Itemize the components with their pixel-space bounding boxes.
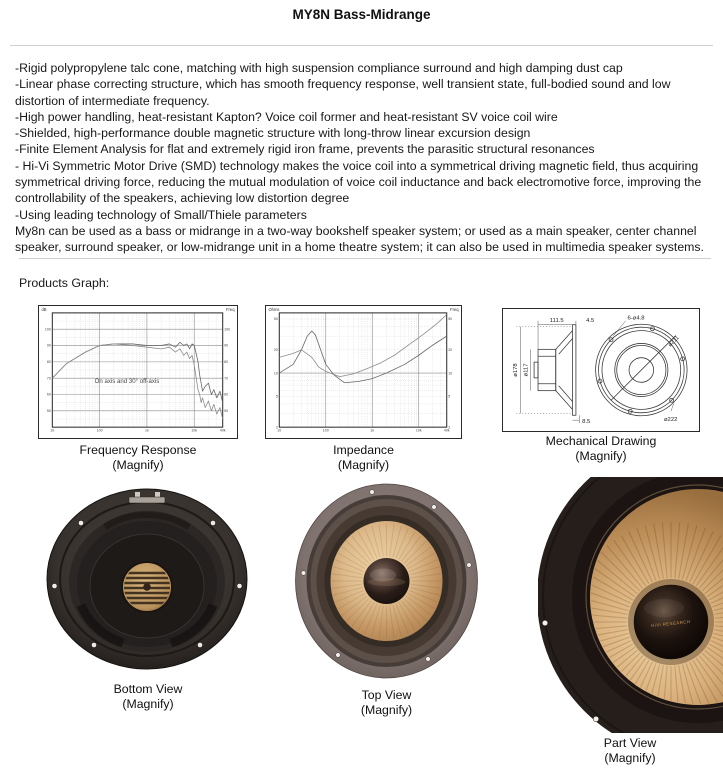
description-line: -Linear phase correcting structure, which has smooth frequency response, well transient state, full-bodied sound and low distortion of intermediate frequency. xyxy=(15,77,671,108)
description-line: -High power handling, heat-resistant Kapton? Voice coil former and heat-resistant SV voice coil wire xyxy=(15,109,558,124)
impedance-caption xyxy=(265,443,462,472)
svg-text:20: 20 xyxy=(448,347,453,352)
speaker-part-view-image xyxy=(538,477,723,733)
impedance-chart xyxy=(266,306,461,438)
svg-text:70: 70 xyxy=(46,376,51,381)
svg-text:10k: 10k xyxy=(415,428,422,433)
part-view-photo[interactable] xyxy=(538,477,723,733)
svg-text:Ohms: Ohms xyxy=(268,306,280,312)
description-line: -Shielded, high-performance double magnetic structure with long-throw linear excursion design xyxy=(15,126,531,141)
magnify-link[interactable]: (Magnify) xyxy=(360,702,413,717)
magnify-link[interactable]: (Magnify) xyxy=(337,457,390,472)
chart-annotation: On axis and 30° off-axis xyxy=(94,377,160,385)
products-graph-label: Products Graph: xyxy=(19,276,110,290)
svg-text:80: 80 xyxy=(46,360,51,365)
svg-text:40k: 40k xyxy=(219,428,226,433)
svg-text:dB: dB xyxy=(41,306,47,312)
svg-text:70: 70 xyxy=(224,376,229,381)
svg-text:100: 100 xyxy=(96,428,103,433)
svg-text:2: 2 xyxy=(275,425,278,430)
frequency-response-chart xyxy=(39,306,237,438)
mechanical-drawing xyxy=(503,309,699,431)
magnify-link[interactable]: (Magnify) xyxy=(112,457,164,472)
divider xyxy=(10,45,713,46)
dimension-lines xyxy=(516,321,673,426)
bottom-view-caption xyxy=(40,682,256,711)
bottom-view-photo[interactable] xyxy=(45,487,250,672)
dim-lip: 8.5 xyxy=(582,419,591,426)
speaker-side-view xyxy=(534,325,576,416)
svg-text:90: 90 xyxy=(224,343,229,348)
svg-text:50: 50 xyxy=(46,409,51,414)
svg-text:1k: 1k xyxy=(145,428,149,433)
svg-text:5: 5 xyxy=(275,394,278,399)
description-line: -Using leading technology of Small/Thiele parameters xyxy=(15,207,307,222)
magnify-link[interactable]: (Magnify) xyxy=(604,750,656,765)
svg-text:50: 50 xyxy=(448,317,453,322)
svg-text:60: 60 xyxy=(224,392,229,397)
mechanical-drawing-caption xyxy=(502,434,700,463)
dim-depth: 111.5 xyxy=(549,317,564,324)
figure-caption: Part View xyxy=(603,736,657,750)
dim-magnet: ø117 xyxy=(523,363,530,377)
description-line: -Rigid polypropylene talc cone, matching with high suspension compliance surround and high damping dust cap xyxy=(15,61,623,75)
svg-text:60: 60 xyxy=(46,392,51,397)
frequency-response-caption xyxy=(38,443,238,472)
figure-caption: Bottom View xyxy=(113,682,183,696)
magnify-link[interactable]: (Magnify) xyxy=(122,696,174,711)
speaker-bottom-view-image xyxy=(45,487,250,672)
figure-caption: Top View xyxy=(361,688,412,702)
svg-text:2: 2 xyxy=(448,425,451,430)
product-description xyxy=(15,60,713,256)
svg-text:Freq: Freq xyxy=(450,306,459,312)
svg-text:10k: 10k xyxy=(191,428,198,433)
svg-text:90: 90 xyxy=(46,343,51,348)
page-title: MY8N Bass-Midrange xyxy=(292,7,431,22)
svg-text:10: 10 xyxy=(448,371,453,376)
dim-basket: ø178 xyxy=(512,363,519,377)
svg-text:5: 5 xyxy=(448,394,451,399)
svg-text:50: 50 xyxy=(224,409,229,414)
top-view-caption xyxy=(291,688,482,717)
frequency-response-thumbnail[interactable] xyxy=(38,305,238,439)
svg-text:100: 100 xyxy=(44,327,51,332)
dim-flange: 4.5 xyxy=(586,317,595,324)
speaker-top-view-image xyxy=(295,483,478,679)
dome-brand-text: HiVi RESEARCH xyxy=(651,618,691,629)
part-view-caption xyxy=(530,736,723,765)
description-line: My8n can be used as a bass or midrange in a two-way bookshelf speaker system; or used as a main speaker, center channel speaker, surround speaker, or low-midrange unit in a home theatre system; it can also be used in multimedia speaker systems. xyxy=(15,223,704,255)
top-view-photo[interactable] xyxy=(295,483,478,679)
svg-text:10: 10 xyxy=(50,428,55,433)
impedance-thumbnail[interactable] xyxy=(265,305,462,439)
dim-bolt-circle: ø211 xyxy=(667,335,681,349)
svg-text:1k: 1k xyxy=(370,428,375,433)
figure-caption: Impedance xyxy=(333,443,394,457)
svg-text:20: 20 xyxy=(273,347,278,352)
figure-caption: Mechanical Drawing xyxy=(545,434,657,448)
svg-text:100: 100 xyxy=(322,428,329,433)
description-line: -Finite Element Analysis for flat and extremely rigid iron frame, prevents the parasitic structural resonances xyxy=(15,142,595,157)
svg-text:Freq: Freq xyxy=(226,306,235,312)
svg-text:50: 50 xyxy=(273,317,278,322)
description-line: - Hi-Vi Symmetric Motor Drive (SMD) technology makes the voice coil into a symmetrical driving magnetic field, thus acquiring symmetrical driving force, reducing the mutual modulation of voice coil inductance and back electromotive force, improving the controllability of the speakers, achieving low distortion degree xyxy=(15,158,702,206)
svg-text:10: 10 xyxy=(273,371,278,376)
figure-caption: Frequency Response xyxy=(79,443,197,457)
svg-text:100: 100 xyxy=(224,327,231,332)
magnify-link[interactable]: (Magnify) xyxy=(575,448,627,463)
svg-text:80: 80 xyxy=(224,360,229,365)
svg-text:10: 10 xyxy=(277,428,282,433)
divider xyxy=(19,258,711,259)
mechanical-drawing-thumbnail[interactable] xyxy=(502,308,700,432)
dim-overall: ø222 xyxy=(663,417,678,424)
svg-text:40k: 40k xyxy=(443,428,450,433)
dim-holes: 6-ø4.8 xyxy=(627,315,645,322)
